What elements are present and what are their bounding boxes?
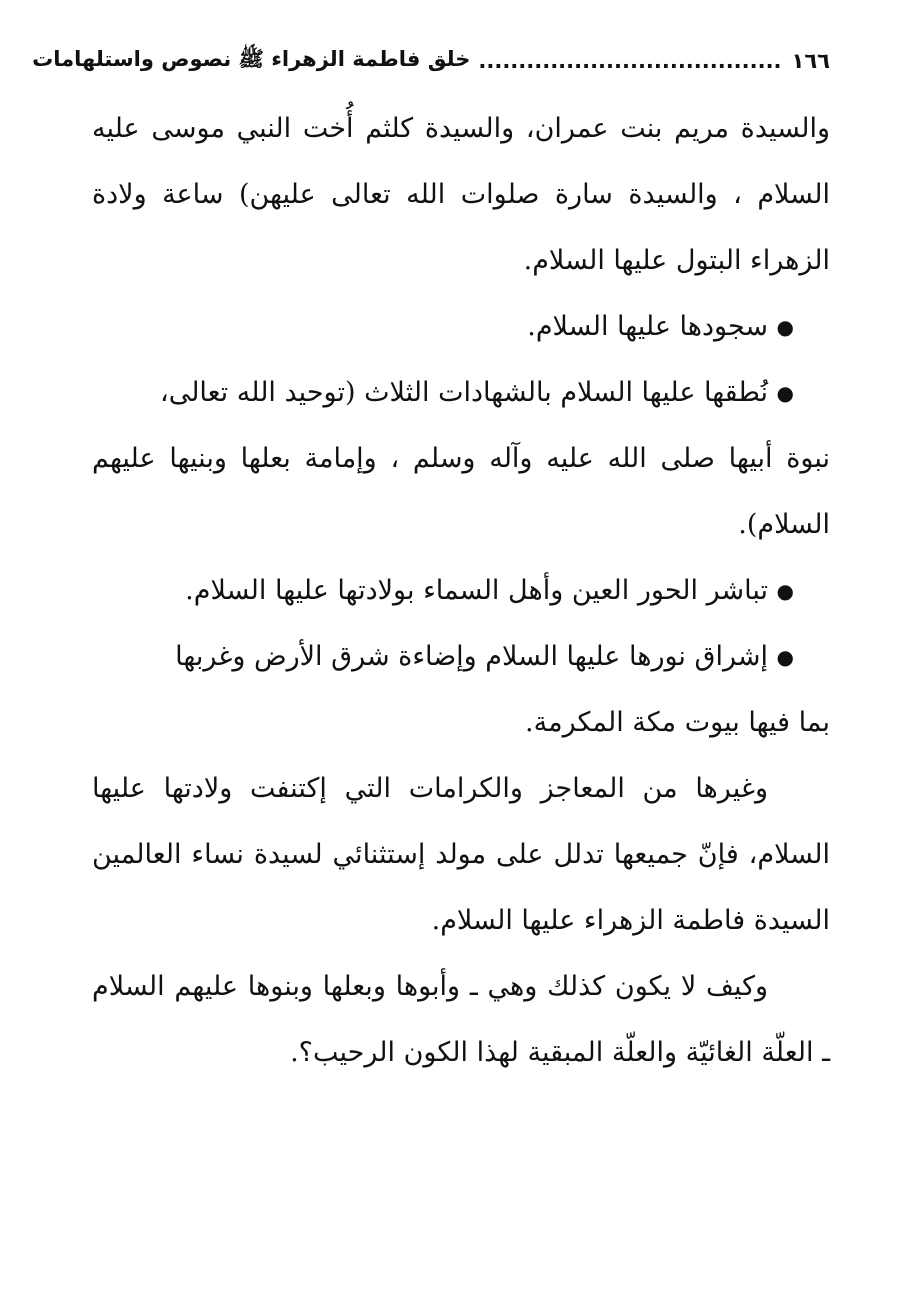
bullet-item-1 — [92, 294, 830, 360]
body-text — [92, 96, 830, 1086]
bullet-item-text: نُطقها عليها السلام بالشهادات الثلاث (توحيد الله تعالى، — [159, 377, 768, 408]
bullet-item-text: سجودها عليها السلام. — [527, 311, 768, 342]
bullet-icon: ● — [776, 315, 794, 339]
paragraph-2: وغيرها من المعاجز والكرامات التي إكتنفت ولادتها عليها السلام، فإنّ جميعها تدلل على مولد إستثنائي لسيدة نساء العالمين السيدة فاطمة الزهراء عليها السلام. — [92, 773, 830, 936]
bullet-icon: ● — [776, 645, 794, 669]
bullet-item-4-continuation: بما فيها بيوت مكة المكرمة. — [525, 707, 830, 738]
running-header — [32, 44, 830, 78]
header-leader-dots: ...................................... — [478, 49, 782, 73]
book-title: خلق فاطمة الزهراء ﷺ نصوص واستلهامات — [32, 46, 471, 71]
paragraph-3: وكيف لا يكون كذلك وهي ـ وأبوها وبعلها وبنوها عليهم السلام ـ العلّة الغائيّة والعلّة المبقية لهذا الكون الرحيب؟. — [92, 971, 830, 1068]
bullet-item-3 — [92, 558, 830, 624]
bullet-icon: ● — [776, 381, 794, 405]
bullet-icon: ● — [776, 579, 794, 603]
paragraph-1: والسيدة مريم بنت عمران، والسيدة كلثم أُخت النبي موسى عليه السلام ، والسيدة سارة صلوات الله تعالى عليهن) ساعة ولادة الزهراء البتول عليها السلام. — [92, 113, 830, 276]
bullet-item-text: تباشر الحور العين وأهل السماء بولادتها عليها السلام. — [185, 575, 768, 606]
bullet-item-text: إشراق نورها عليها السلام وإضاءة شرق الأرض وغربها — [175, 641, 768, 672]
bullet-item-2 — [92, 360, 830, 426]
bullet-item-2-continuation: نبوة أبيها صلى الله عليه وآله وسلم ، وإمامة بعلها وبنيها عليهم السلام). — [92, 443, 830, 540]
bullet-item-4 — [92, 624, 830, 690]
page-number: ١٦٦ — [791, 49, 830, 73]
